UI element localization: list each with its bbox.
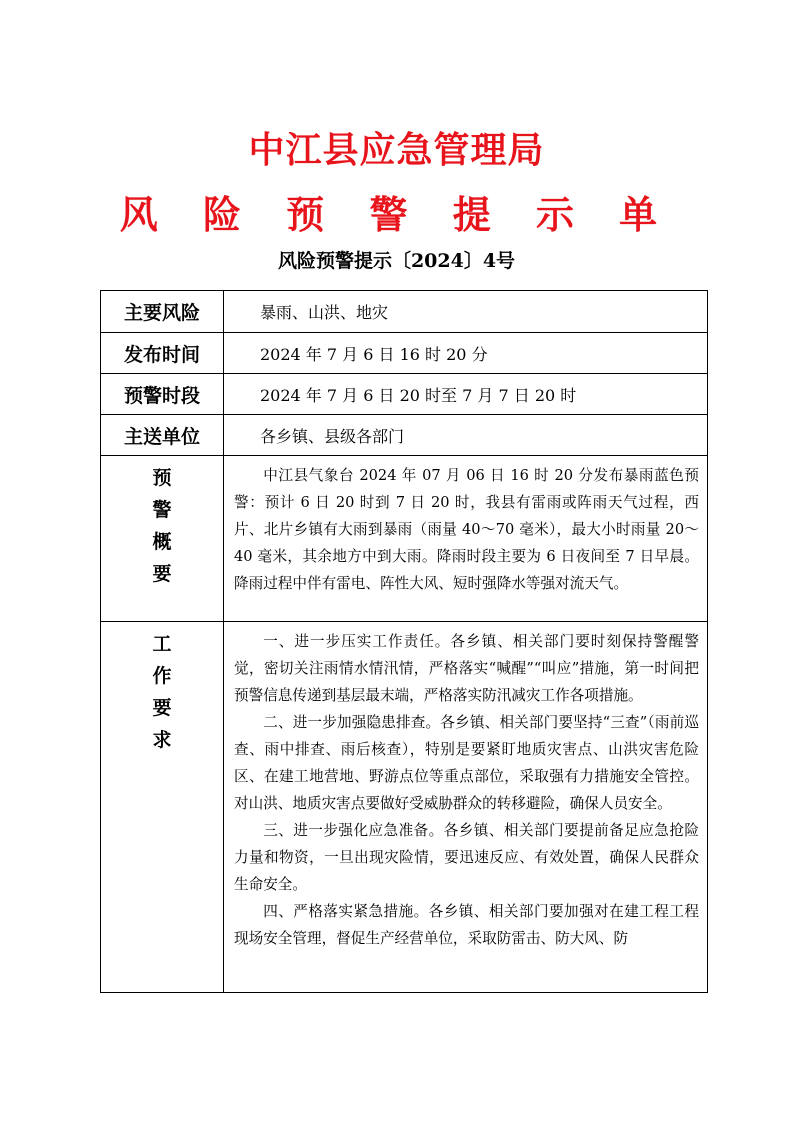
recipients-label: 主送单位: [101, 415, 224, 456]
summary-label: [101, 456, 224, 622]
issuing-agency-title: 中江县应急管理局: [248, 129, 545, 171]
recipients-value: 各乡镇、县级各部门: [224, 415, 708, 456]
issue-time-value: 2024 年 7 月 6 日 16 时 20 分: [224, 333, 708, 374]
requirement-paragraph: 三、进一步强化应急准备。各乡镇、相关部门要提前备足应急抢险力量和物资，一旦出现灾险情，要迅速反应、有效处置，确保人民群众生命安全。: [234, 822, 699, 893]
row-recipients: [101, 415, 708, 456]
row-issue-time: [101, 333, 708, 374]
main-risk-label: 主要风险: [101, 291, 224, 333]
requirements-label-char: 要: [152, 697, 172, 719]
requirement-paragraph: 二、进一步加强隐患排查。各乡镇、相关部门要坚持“三查”（雨前巡查、雨中排查、雨后核查），特别是要紧盯地质灾害点、山洪灾害危险区、在建工地营地、野游点位等重点部位，采取强有力措施安全管控。对山洪、地质灾害点要做好受威胁群众的转移避险，确保人员安全。: [234, 714, 699, 812]
requirements-label-char: 工: [152, 633, 172, 655]
document-number: 风险预警提示〔2024〕4号: [277, 250, 516, 272]
requirement-paragraph: 四、严格落实紧急措施。各乡镇、相关部门要加强对在建工程工程现场安全管理，督促生产经营单位，采取防雷击、防大风、防: [234, 903, 699, 947]
requirements-label-char: 作: [152, 665, 172, 687]
summary-label-char: 要: [152, 563, 172, 585]
form-title: 风 险 预 警 提 示 单: [119, 192, 674, 237]
main-risk-value: 暴雨、山洪、地灾: [224, 291, 708, 333]
row-warning-summary: [101, 456, 708, 622]
summary-cell: [224, 456, 708, 622]
requirement-paragraph: 一、进一步压实工作责任。各乡镇、相关部门要时刻保持警醒警觉，密切关注雨情水情汛情，严格落实“喊醒”“叫应”措施，第一时间把预警信息传递到基层最末端，严格落实防汛减灾工作各项措施。: [234, 633, 699, 704]
warning-period-value: 2024 年 7 月 6 日 20 时至 7 月 7 日 20 时: [224, 374, 708, 415]
summary-text: 中江县气象台 2024 年 07 月 06 日 16 时 20 分发布暴雨蓝色预警：预计 6 日 20 时到 7 日 20 时，我县有雷雨或阵雨天气过程，西片、北片乡镇有大雨到暴雨（雨量 40～70 毫米），最大小时雨量 20～40 毫米，其余地方中到大雨。降雨时段主要为 6 日夜间至 7 日早晨。降雨过程中伴有雷电、阵性大风、短时强降水等强对流天气。: [234, 467, 699, 592]
warning-form-table: [100, 290, 708, 993]
warning-period-label: 预警时段: [101, 374, 224, 415]
requirements-label: [101, 622, 224, 993]
issue-time-label: 发布时间: [101, 333, 224, 374]
row-work-requirements: [101, 622, 708, 993]
summary-label-char: 警: [152, 499, 172, 521]
row-warning-period: [101, 374, 708, 415]
row-main-risk: [101, 291, 708, 333]
requirements-cell: [224, 622, 708, 993]
requirements-label-char: 求: [152, 729, 172, 751]
summary-label-char: 概: [152, 531, 172, 553]
summary-label-char: 预: [152, 467, 172, 489]
